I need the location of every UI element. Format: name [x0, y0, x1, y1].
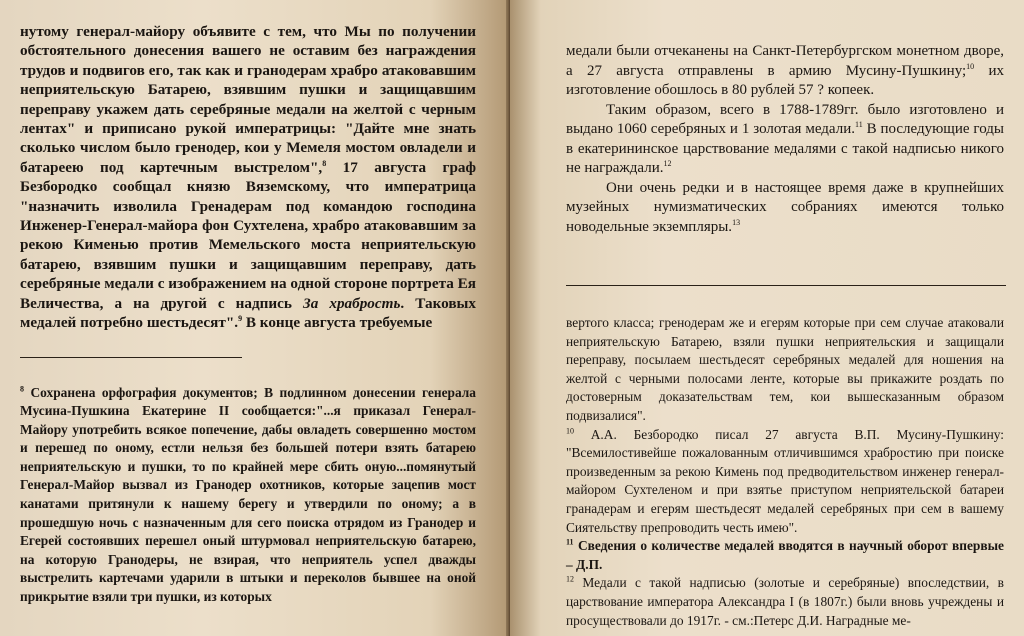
- right-page: [510, 0, 1024, 636]
- left-footnotes: [20, 384, 476, 607]
- right-paragraph-1: медали были отчеканены на Санкт-Петербургском монетном дворе, а 27 августа отправлены в армию Мусину-Пушкину;$^{10}$ их изготовление обошлось в 80 рублей 57 ? копеек.: [566, 43, 1004, 98]
- footnote-8-continued: вертого класса; гренодерам же и егерям которые при сем случае атаковали неприятельскую Батарею, взяли пушки неприятельския и защищали переправу, посылаем шестьдесят серебряных медалей для ношения на желтой с черными полосами ленте, которые вы прикажите роздать по достоверным доказательствам тем, кои вышесказанным образом подвизалися".: [566, 315, 1004, 423]
- footnote-ref-9: 9: [238, 314, 243, 324]
- footnote-ref-13: 13: [732, 217, 741, 227]
- footnote-ref-8: 8: [322, 158, 327, 168]
- right-paragraph-2: Таким образом, всего в 1788-1789гг. было изготовлено и выдано 1060 серебряных и 1 золотая медали.$^{11}$ В последующие годы в екатерининское царствование медалями с такой надписью никого не награждали.$^{12}$: [566, 101, 1004, 176]
- footnote-10: $^{10}$ А.А. Безбородко писал 27 августа В.П. Мусину-Пушкину: "Всемилостивейше пожалованным отличившимся храбростию при поиске произведенным за рекою Кимень под предводительством инженер генерал-майором Сухтеленом и при взятье приступом неприятельской батареи гранадерам и егерям шестьдесят медалей серебряных при сем в вашему Сиятельству препроводить честь имею".: [566, 426, 1004, 535]
- footnote-ref-12: 12: [663, 159, 672, 168]
- right-footnotes: [566, 314, 1004, 630]
- footnote-ref-10: 10: [966, 61, 975, 71]
- left-page: [0, 0, 506, 636]
- footnote-separator: [20, 357, 242, 358]
- footnote-11: $^{11}$ Сведения о количестве медалей вводятся в научный оборот впервые – Д.П.: [566, 537, 1005, 572]
- footnote-12: $^{12}$ Медали с такой надписью (золотые и серебряные) впоследствии, в царствование императора Александра I (в 1807г.) были вновь учреждены и просуществовали до 1917г. - см.:Петерс Д.И. Наградные ме-: [566, 574, 1004, 628]
- left-paragraph: нутому генерал-майору объявите с тем, что Мы по получении обстоятельного донесения вашего не оставим без награждения трудов и подвигов его, так как и гранодерам храбро атаковавшим неприятельскую Батарею, взявшим пушки и защищавшим переправу укажем дать серебряные медали на желтой с черным лентах" и приписано рукой императрицы: "Дайте мне знать сколько числом было гренодер, кои у Мемеля мостом овладели и батареею под картечным выстрелом",$^8$ 17 августа граф Безбородко сообщал князю Вяземскому, что императрица "назначить изволила Гренадерам под командою господина Инженер-Генерал-майора фон Сухтелена, храбро атаковавшим за рекою Кименью против Мемельского моста неприятельскую батарею, взявшим пушки и защищавшим переправу, дать серебряные медали с изображением на одной стороне портрета Ея Величества, а на другой с надпись За храбрость. Таковых медалей потребно шестьдесят".$^9$ В конце августа требуемые: [20, 23, 477, 332]
- footnote-separator: [566, 285, 1006, 286]
- medal-inscription: За храбрость: [303, 294, 401, 312]
- footnote-8: $^8$ Сохранена орфография документов; В подлинном донесении генерала Мусина-Пушкина Екатерине II сообщается:"...я приказал Генерал-Майору употребить всякое попечение, дабы овладеть совершенно мостом и перешед по оному, естли нельзя без большей потери взять батарею неприятельскую и пушки, то по крайней мере сбить оную...помянутый Генерал-Майор вызвал из Гранодер охотников, которые зацепив мост канатами притянули к нашему берегу и утвердили по оному; а в прошедшую ночь с назначенным для сего поиска отрядом из Гранодер и Егерей состоявших перешел оный штурмовал неприятельскую батарею, на которую Гранодеры, не взирая, что неприятель успел дважды выстрелить картечами ударили в штыки и переколов бывшее на оной прикрытие взяли три пушки, из которых: [20, 384, 476, 605]
- right-body-text: [566, 42, 1004, 237]
- right-paragraph-3: Они очень редки и в настоящее время даже в крупнейших музейных нумизматических собраниях имеются только новодельные экземпляры.$^{13}$: [566, 179, 1004, 235]
- left-body-text: [20, 22, 476, 333]
- footnote-ref-11: 11: [854, 120, 863, 129]
